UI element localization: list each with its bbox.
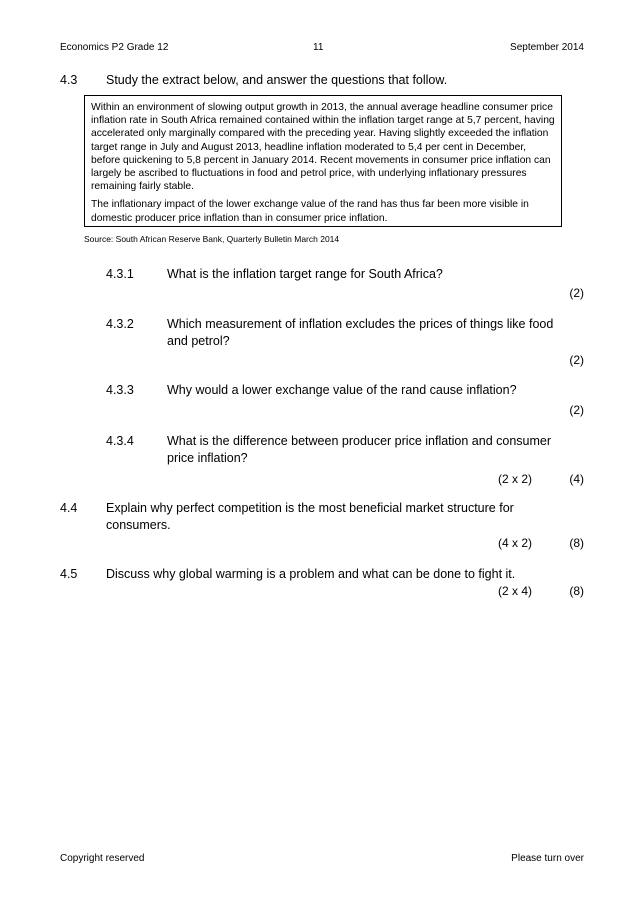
question-text-4-5: Discuss why global warming is a problem and what can be done to fight it.: [106, 567, 516, 581]
question-number-4-3-1: 4.3.1: [106, 267, 134, 281]
footer-left: Copyright reserved: [60, 853, 145, 864]
calc-4-5: (2 x 4): [498, 584, 533, 598]
marks-4-3-2: (2): [569, 353, 584, 367]
header-left: Economics P2 Grade 12: [60, 42, 169, 53]
question-text-4-3-2-line-2: and petrol?: [167, 334, 230, 348]
question-text-4-4-line-1: Explain why perfect competition is the most beneficial market structure for: [106, 501, 514, 515]
question-number-4-3-2: 4.3.2: [106, 317, 134, 331]
question-text-4-3: Study the extract below, and answer the questions that follow.: [106, 73, 448, 87]
calc-4-3-4: (2 x 2): [498, 472, 533, 486]
question-number-4-3: 4.3: [60, 73, 78, 87]
question-text-4-3-1: What is the inflation target range for South Africa?: [167, 267, 443, 281]
header-right: September 2014: [510, 42, 584, 53]
extract-source: Source: South African Reserve Bank, Quarterly Bulletin March 2014: [84, 234, 340, 244]
extract-paragraph-1: Within an environment of slowing output growth in 2013, the annual average headline consumer price inflation rate in South Africa remained contained within the inflation target range at 5,7 percent, having accelerated only marginally compared with the preceding year. Having slightly exceeded the inflation target range in July and August 2013, headline inflation moderated to 5,4 per cent in December, before quickening to 5,8 percent in January 2014. Recent movements in consumer price inflation can largely be ascribed to fluctuations in food and petrol price, with underlying inflationary pressures remaining fairly stable.: [91, 102, 555, 193]
marks-4-4: (8): [569, 536, 584, 550]
question-text-4-3-4-line-2: price inflation?: [167, 451, 248, 465]
page-number: 11: [313, 42, 324, 53]
extract-paragraph-2: The inflationary impact of the lower exchange value of the rand has thus far been more visible in domestic producer price inflation than in consumer price inflation.: [91, 199, 529, 224]
question-number-4-5: 4.5: [60, 567, 78, 581]
marks-4-5: (8): [569, 584, 584, 598]
footer-right: Please turn over: [511, 853, 584, 864]
question-number-4-4: 4.4: [60, 501, 78, 515]
extract-box: [84, 95, 562, 227]
question-text-4-4-line-2: consumers.: [106, 518, 171, 532]
question-number-4-3-3: 4.3.3: [106, 383, 134, 397]
marks-4-3-1: (2): [569, 286, 584, 300]
question-text-4-3-4-line-1: What is the difference between producer price inflation and consumer: [167, 434, 552, 448]
question-text-4-3-3: Why would a lower exchange value of the rand cause inflation?: [167, 383, 517, 397]
question-text-4-3-2-line-1: Which measurement of inflation excludes the prices of things like food: [167, 317, 554, 331]
marks-4-3-4: (4): [569, 472, 584, 486]
calc-4-4: (4 x 2): [498, 536, 533, 550]
marks-4-3-3: (2): [569, 403, 584, 417]
question-number-4-3-4: 4.3.4: [106, 434, 134, 448]
